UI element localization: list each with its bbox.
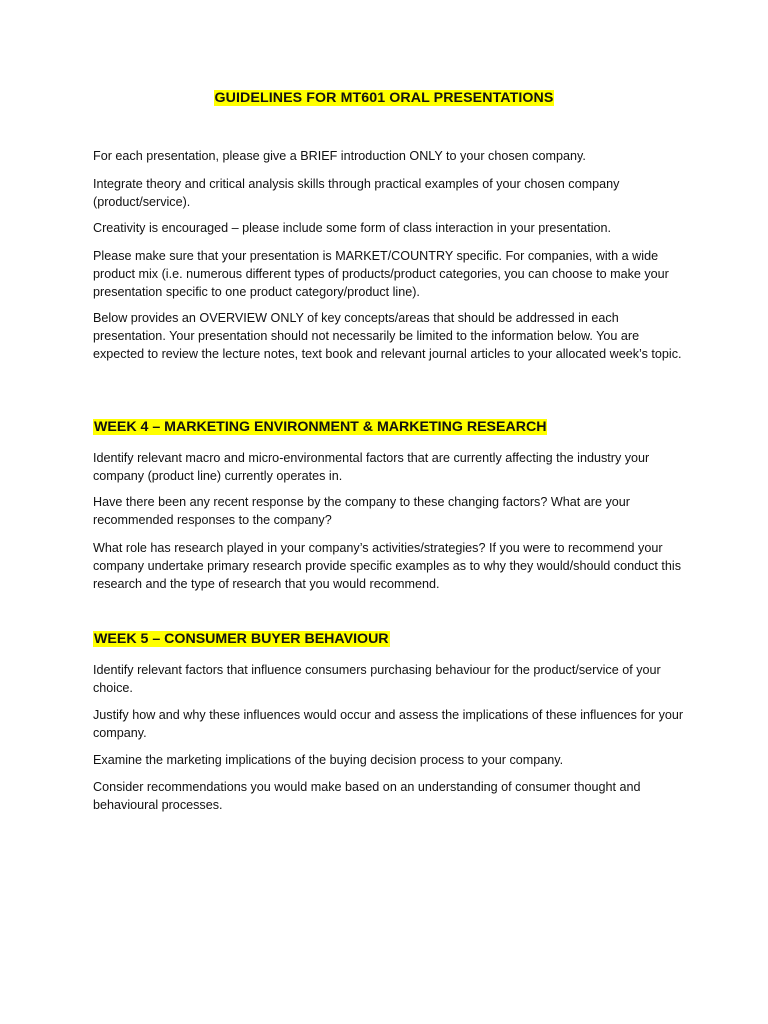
intro-paragraph: For each presentation, please give a BRIEF introduction ONLY to your chosen company. [93, 149, 586, 163]
week4-paragraph: Identify relevant macro and micro-environmental factors that are currently affecting the industry your company (product line) currently operates in. [93, 451, 650, 483]
week5-paragraph: Examine the marketing implications of the buying decision process to your company. [93, 753, 564, 767]
week5-heading: WEEK 5 – CONSUMER BUYER BEHAVIOUR [94, 631, 389, 647]
week5-paragraph: Consider recommendations you would make based on an understanding of consumer thought and behavioural processes. [93, 780, 641, 812]
week4-heading-container [93, 418, 547, 437]
intro-paragraph: Integrate theory and critical analysis skills through practical examples of your chosen company (product/service). [93, 177, 620, 209]
intro-paragraph: Creativity is encouraged – please include some form of class interaction in your presentation. [93, 221, 612, 235]
week4-paragraph: What role has research played in your company’s activities/strategies? If you were to recommend your company undertake primary research provide specific examples as to why they would/should conduct this research and the type of research that you would recommend. [93, 541, 682, 591]
week5-paragraph: Identify relevant factors that influence consumers purchasing behaviour for the product/service of your choice. [93, 663, 661, 695]
page-title: GUIDELINES FOR MT601 ORAL PRESENTATIONS [214, 90, 554, 106]
title-container [0, 89, 768, 108]
week5-heading-container [93, 630, 390, 649]
week4-paragraph: Have there been any recent response by the company to these changing factors? What are your recommended responses to the company? [93, 495, 630, 527]
week5-paragraph: Justify how and why these influences would occur and assess the implications of these influences for your company. [93, 708, 684, 740]
week4-heading: WEEK 4 – MARKETING ENVIRONMENT & MARKETING RESEARCH [94, 419, 547, 435]
intro-paragraph: Below provides an OVERVIEW ONLY of key concepts/areas that should be addressed in each presentation. Your presentation should not necessarily be limited to the information below. You are expected to review the lecture notes, text book and relevant journal articles to your allocated week’s topic. [93, 311, 682, 361]
intro-paragraph: Please make sure that your presentation is MARKET/COUNTRY specific. For companies, with a wide product mix (i.e. numerous different types of products/product categories, you can choose to make your presentation specific to one product category/product line). [93, 249, 669, 299]
